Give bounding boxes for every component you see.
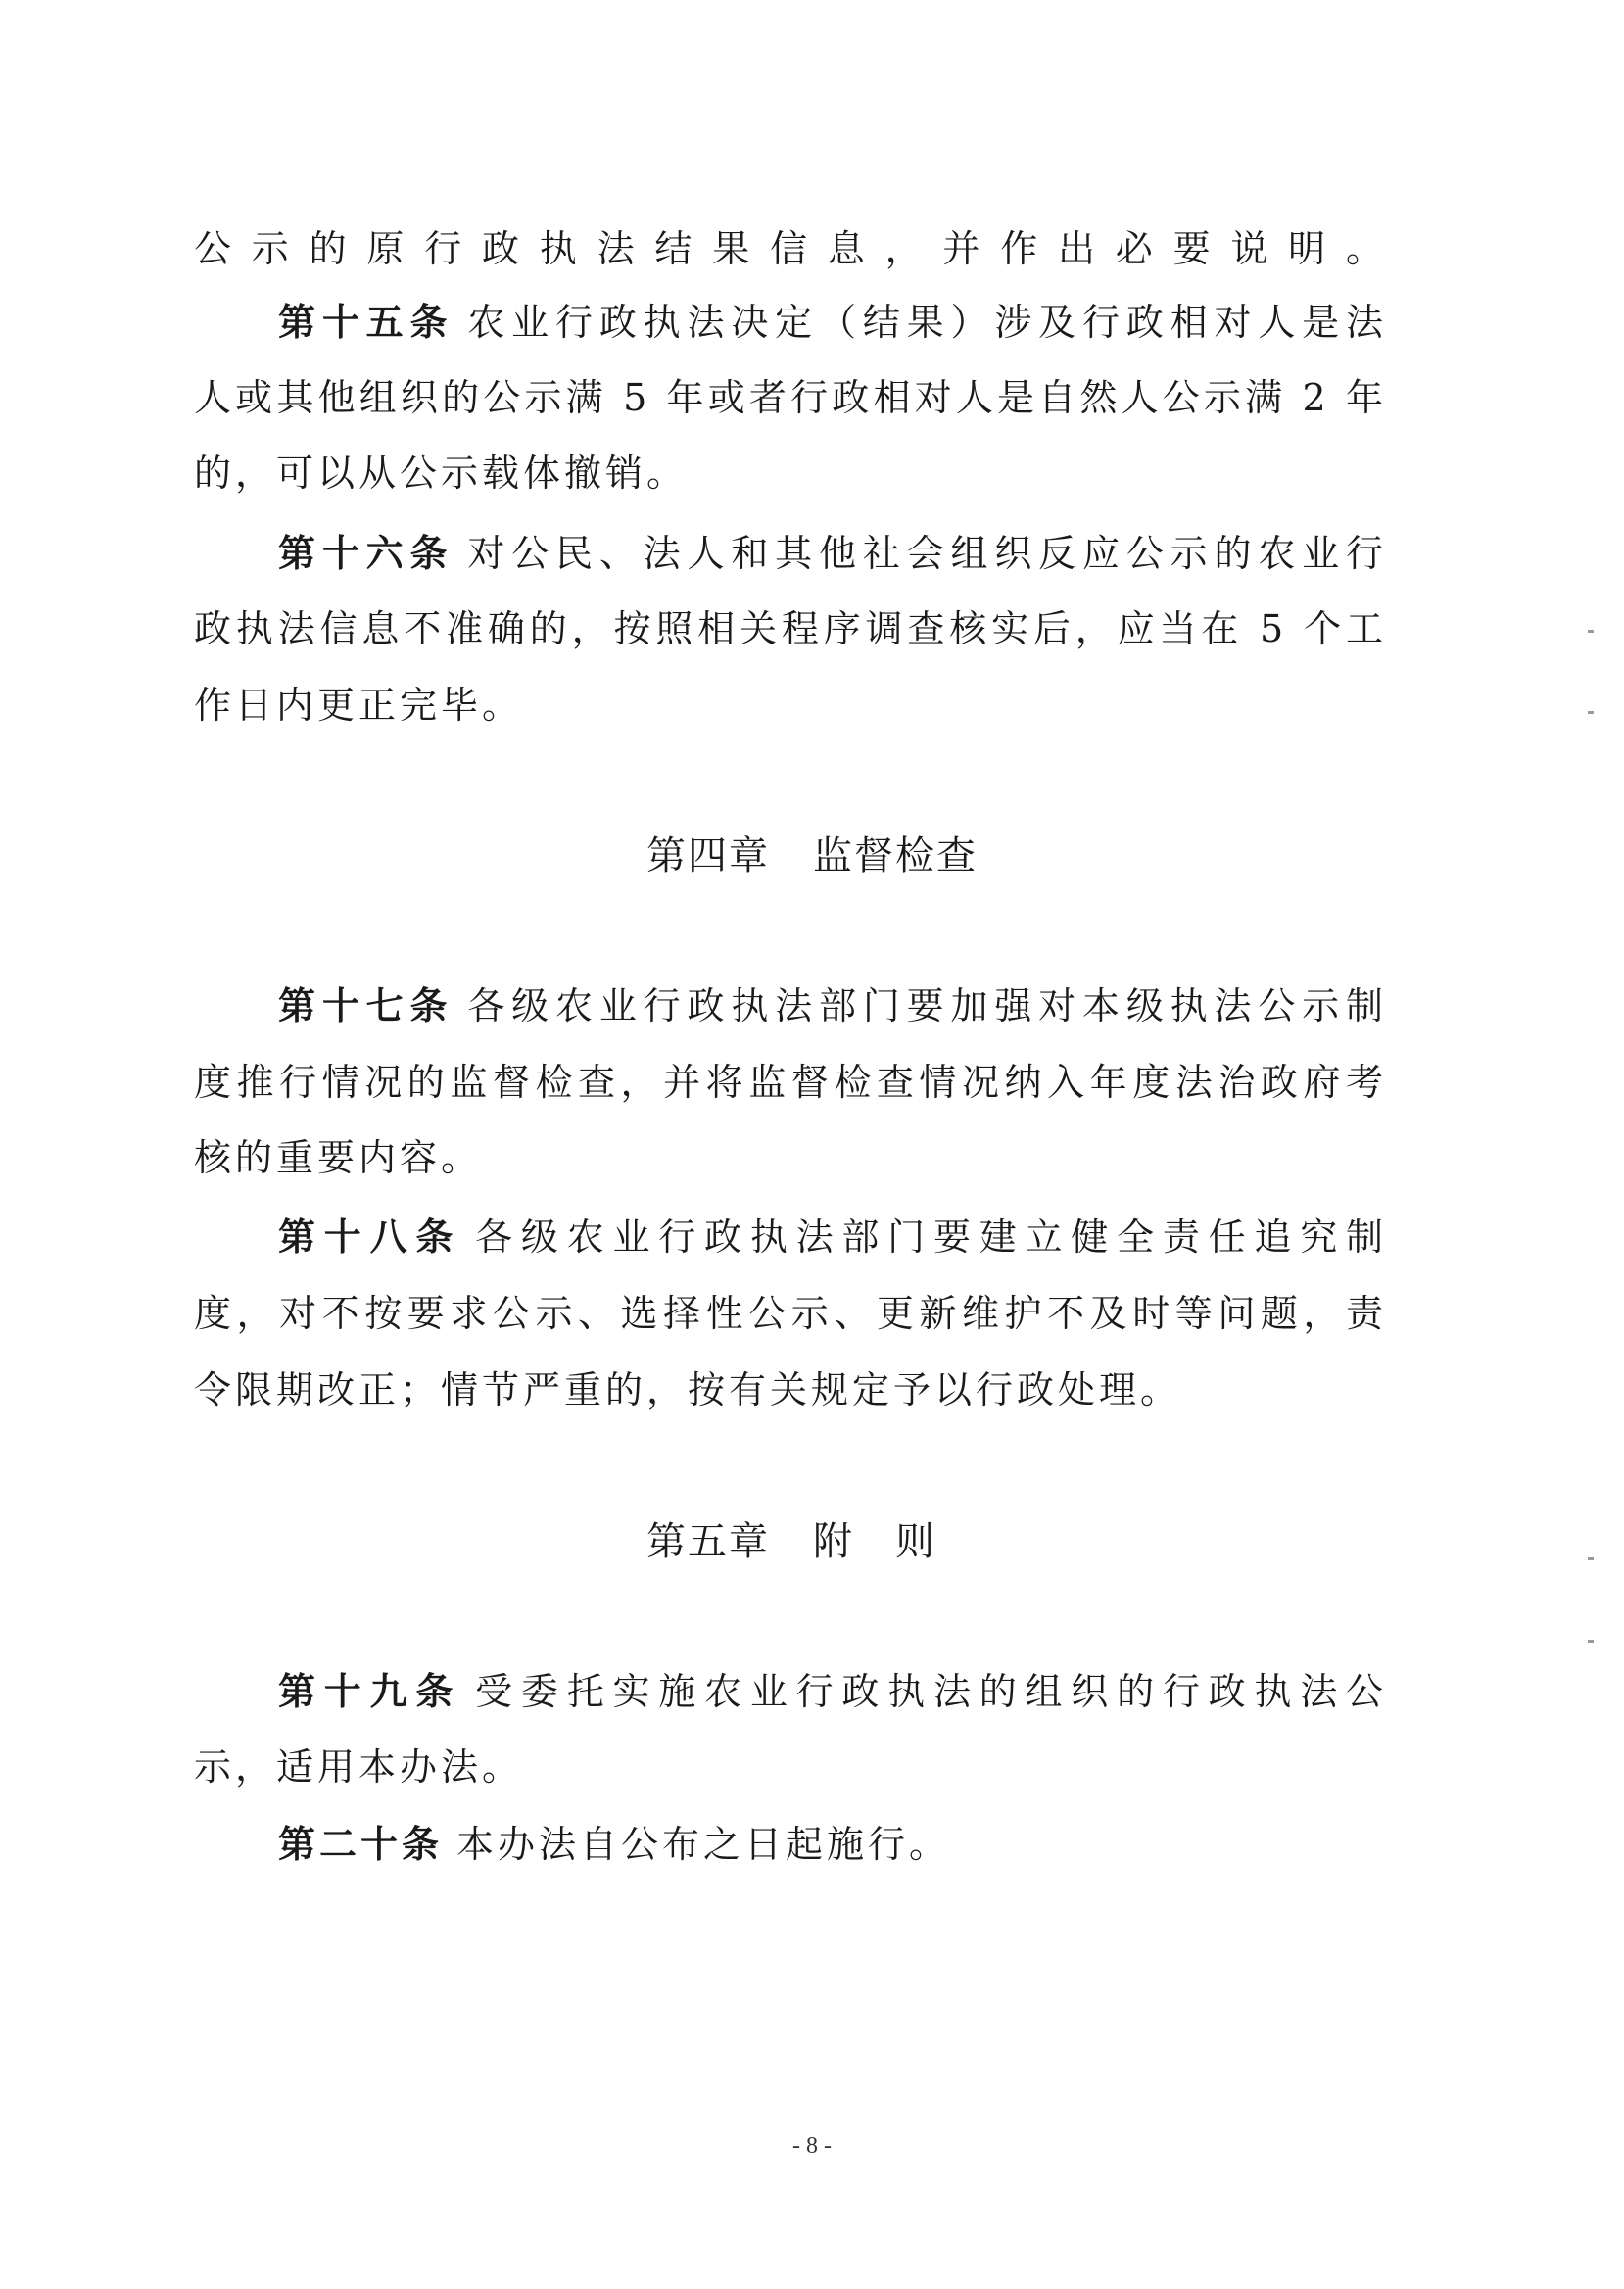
article-title: 第十六条 (278, 532, 454, 575)
chapter-heading (0, 831, 1624, 882)
line-text: 本办法自公布之日起施行。 (456, 1823, 951, 1866)
paragraph-line (194, 373, 1387, 422)
chapter-name: 监督检查 (813, 834, 978, 879)
scan-mark (1588, 1557, 1594, 1560)
article-title: 第十八条 (278, 1216, 462, 1259)
article-title: 第十七条 (278, 984, 454, 1027)
page-number: - 8 - (792, 2133, 832, 2159)
article-title: 第十九条 (278, 1670, 462, 1713)
scan-mark (1588, 1640, 1594, 1643)
chapter-name: 附则 (813, 1519, 978, 1564)
paragraph-line (194, 1133, 482, 1182)
line-text: 各级农业行政执法部门要建立健全责任追究制 (475, 1216, 1387, 1259)
line-text: 作日内更正完毕。 (194, 684, 524, 727)
paragraph-line (194, 1742, 523, 1791)
line-text: 政执法信息不准确的，按照相关程序调查核实后，应当在 5 个工 (194, 607, 1387, 650)
line-text: 公示的原行政执法结果信息，并作出必要说明。 (194, 227, 1387, 270)
article-16-heading-line (278, 529, 1387, 578)
paragraph-line (194, 1058, 1387, 1107)
scan-mark (1588, 711, 1594, 714)
line-text: 示，适用本办法。 (194, 1745, 524, 1788)
line-text: 对公民、法人和其他社会组织反应公示的农业行 (467, 532, 1387, 575)
chapter-number: 第四章 (646, 834, 770, 879)
paragraph-line (194, 604, 1387, 653)
line-text: 受委托实施农业行政执法的组织的行政执法公 (475, 1670, 1387, 1713)
chapter-number: 第五章 (646, 1519, 770, 1564)
line-text: 度，对不按要求公示、选择性公示、更新维护不及时等问题，责 (194, 1292, 1387, 1335)
scan-mark (1588, 630, 1594, 633)
line-text: 的，可以从公示载体撤销。 (194, 452, 689, 495)
paragraph-line (194, 224, 1387, 273)
paragraph-line (194, 449, 688, 498)
line-text: 令限期改正；情节严重的，按有关规定予以行政处理。 (194, 1368, 1182, 1411)
article-19-heading-line (278, 1667, 1387, 1716)
line-text: 度推行情况的监督检查，并将监督检查情况纳入年度法治政府考 (194, 1061, 1387, 1104)
chapter-heading (0, 1516, 1624, 1567)
paragraph-line (194, 681, 523, 730)
paragraph-line (194, 1289, 1387, 1338)
article-title: 第十五条 (278, 301, 454, 344)
article-18-heading-line (278, 1213, 1387, 1262)
line-text: 各级农业行政执法部门要加强对本级执法公示制 (467, 984, 1387, 1027)
article-15-heading-line (278, 298, 1387, 347)
line-text: 农业行政执法决定（结果）涉及行政相对人是法 (467, 301, 1387, 344)
article-20-heading-line (278, 1820, 950, 1869)
line-text: 人或其他组织的公示满 5 年或者行政相对人是自然人公示满 2 年 (194, 376, 1387, 419)
article-17-heading-line (278, 981, 1387, 1030)
line-text: 核的重要内容。 (194, 1136, 483, 1179)
paragraph-line (194, 1365, 1181, 1414)
article-title: 第二十条 (278, 1823, 444, 1866)
